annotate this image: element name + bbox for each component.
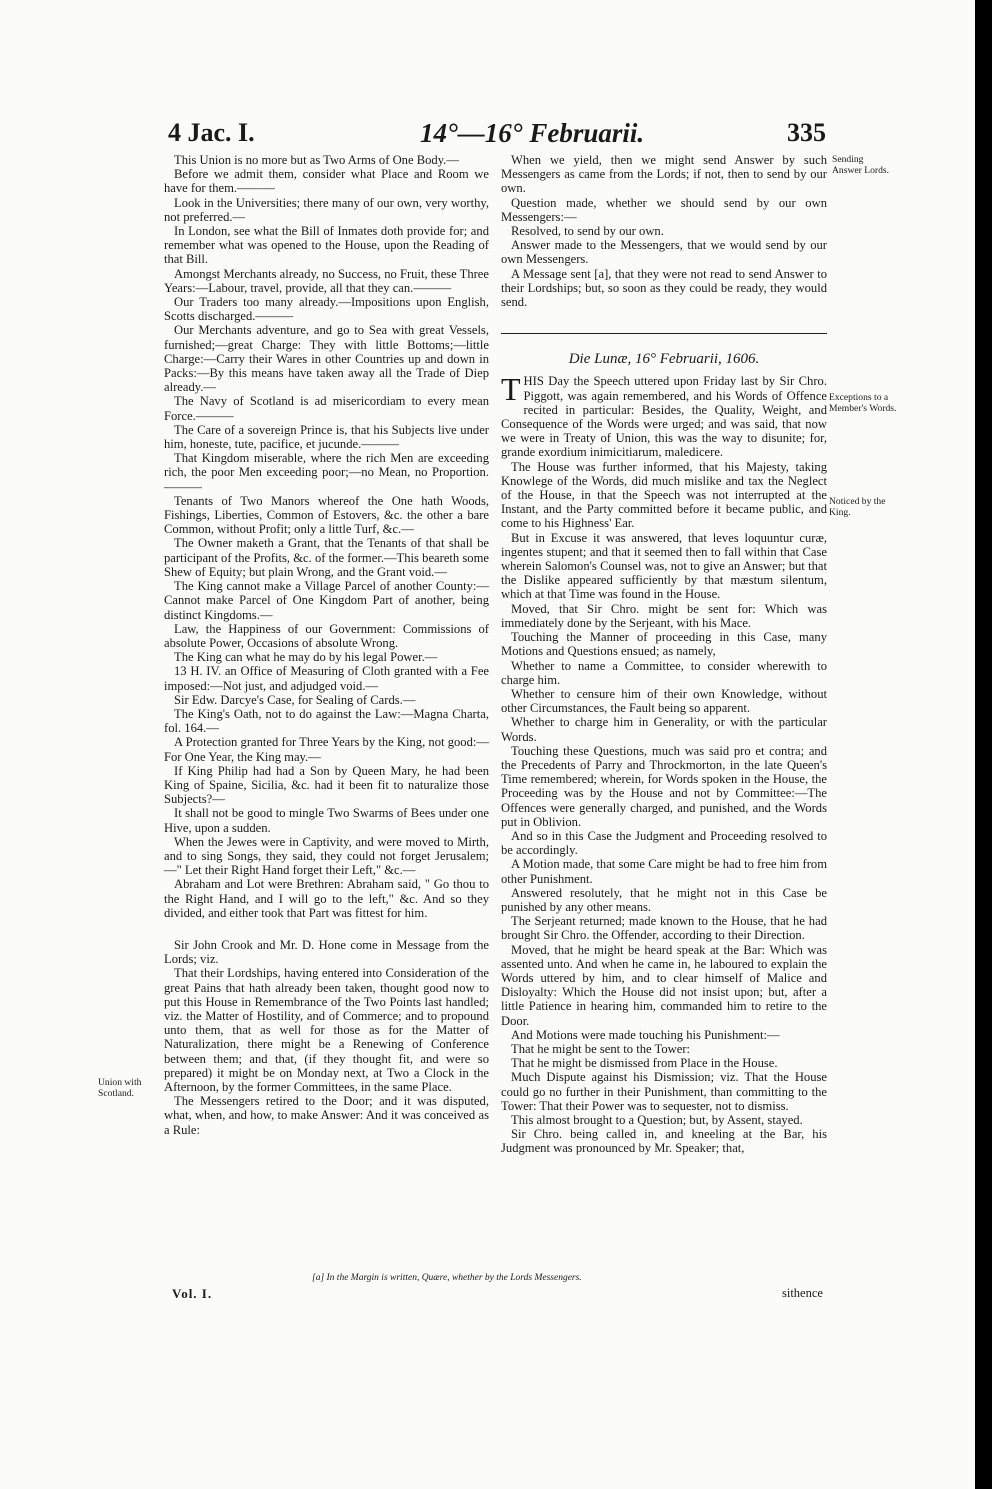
paragraph: Sir Chro. being called in, and kneeling at the Bar, his Judgment was pronounced by Mr. Speaker; that, xyxy=(501,1127,827,1156)
paragraph: That their Lordships, having entered into Consideration of the great Pains that hath already been taken, thought good now to put this House in Remembrance of the Two Points last handled; viz. the Matter of Hostility, and of Commerce; and to propound unto them, that as well for those as for the Matter of Naturalization, there might be a Renewing of Conference between them; and that, (if they thought fit, and were so prepared) it might be on Monday next, at Two a Clock in the Afternoon, by the former Committees, in the same Place. xyxy=(164,966,489,1094)
paragraph: That he might be dismissed from Place in the House. xyxy=(511,1056,778,1071)
paragraph: But in Excuse it was answered, that leves loquuntur curæ, ingentes stupent; and that it seemed then to fall within that Case wherein Salomon's Counsel was, not to give an Answer; but that the Dislike appeared sufficiently by that mæstum silentum, which at that Time was found in the House. xyxy=(501,530,827,602)
paragraph: The Owner maketh a Grant, that the Tenants of that shall be participant of the Profits, &c. of the former.—This beareth some Shew of Equity; but plain Wrong, and the Grant void.— xyxy=(164,536,489,579)
paragraph: Moved, that he might be heard speak at the Bar: Which was assented unto. And when he came in, he laboured to explain the Words uttered by him, and to clear himself of Malice and Disloyalty: Which the House did not insist upon; but, after a little Patience in hearing him, commanded him to retire to the Door. xyxy=(501,942,827,1028)
volume-signature: Vol. I. xyxy=(172,1286,213,1301)
paragraph: 13 H. IV. an Office of Measuring of Cloth granted with a Fee imposed:—Not just, and adjudged void.— xyxy=(164,664,489,693)
catchword: sithence xyxy=(782,1286,823,1300)
page-number: 335 xyxy=(787,118,826,147)
paragraph: Tenants of Two Manors whereof the One hath Woods, Fishings, Liberties, Common of Estovers, &c. the other a bare Common, without Profit; only a little Turf, &c.— xyxy=(164,493,489,537)
paragraph: The Messengers retired to the Door; and it was disputed, what, when, and how, to make Answer: And it was conceived as a Rule: xyxy=(164,1094,489,1137)
paragraph: The King can what he may do by his legal Power.— xyxy=(174,650,438,665)
paragraph: A Protection granted for Three Years by the King, not good:—For One Year, the King may.— xyxy=(164,735,489,764)
paragraph: The House was further informed, that his Majesty, taking Knowlege of the Words, did much mislike and tax the Neglect of the House, in that the Speech was not interrupted at the Instant, and the Party committed before it became public, and come to his Highness' Ear. xyxy=(501,459,827,531)
paragraph: Touching these Questions, much was said pro et contra; and the Precedents of Parry and Throckmorton, in the late Queen's Time remembered; wherein, for Words spoken in the House, the Proceeding was by the House and not by Committee:—The Offences were generally charged, and punished, and the Words put in Oblivion. xyxy=(501,743,827,829)
footnote: [a] In the Margin is written, Quære, whether by the Lords Messengers. xyxy=(312,1273,582,1283)
margin-note-noticed: Noticed by the King. xyxy=(829,496,886,518)
paragraph: The Care of a sovereign Prince is, that his Subjects live under him, honeste, tute, pacifice, et jucunde.——— xyxy=(164,422,489,452)
paragraph: Resolved, to send by our own. xyxy=(511,224,664,239)
paragraph: Whether to charge him in Generality, or with the particular Words. xyxy=(501,715,827,744)
paragraph: Answered resolutely, that he might not in this Case be punished by any other means. xyxy=(501,885,827,914)
paragraph: In London, see what the Bill of Inmates doth provide for; and remember what was opened to the House, upon the Reading of that Bill. xyxy=(164,224,489,267)
paragraph: Before we admit them, consider what Place and Room we have for them.——— xyxy=(164,167,489,196)
paragraph: That he might be sent to the Tower: xyxy=(511,1041,691,1056)
paragraph: Sir Edw. Darcye's Case, for Sealing of Cards.— xyxy=(174,692,416,707)
margin-note-exceptions: Exceptions to a Member's Words. xyxy=(829,392,897,414)
paragraph: Whether to name a Committee, to consider wherewith to charge him. xyxy=(501,658,827,687)
paragraph: When the Jewes were in Captivity, and were moved to Mirth, and to sing Songs, they said, they could not forget Jerusalem;—" Let their Right Hand forget their Left," &c.— xyxy=(164,834,489,878)
paragraph: This almost brought to a Question; but, by Assent, stayed. xyxy=(511,1113,803,1127)
paragraph-spacer xyxy=(164,920,489,938)
paragraph: Touching the Manner of proceeding in this Case, many Motions and Questions ensued; as namely, xyxy=(501,630,827,659)
left-column xyxy=(164,153,489,1137)
paragraph: And so in this Case the Judgment and Proceeding resolved to be accordingly. xyxy=(501,828,827,858)
paragraph: The Navy of Scotland is ad misericordiam to every mean Force.——— xyxy=(164,394,489,423)
running-head-dates: 14°—16° Februarii. xyxy=(420,118,645,148)
paragraph: The Serjeant returned; made known to the House, that he had brought Sir Chro. the Offender, according to their Direction. xyxy=(501,914,827,943)
right-column-bottom xyxy=(501,460,827,1156)
paragraph: Answer made to the Messengers, that we would send by our own Messengers. xyxy=(501,238,827,267)
paragraph: And Motions were made touching his Punishment:— xyxy=(511,1027,780,1042)
paragraph: The King cannot make a Village Parcel of another County:—Cannot make Parcel of One Kingdom Part of another, being distinct Kingdoms.— xyxy=(164,579,489,622)
paragraph: If King Philip had had a Son by Queen Mary, he had been King of Spaine, Sicilia, &c. had it been fit to naturalize those Subjects?— xyxy=(164,763,489,807)
paragraph: When we yield, then we might send Answer by such Messengers as came from the Lords; if not, then to send by our own. xyxy=(501,153,827,196)
margin-note-union: Union with Scotland. xyxy=(98,1077,142,1099)
paragraph: Moved, that Sir Chro. might be sent for: Which was immediately done by the Serjeant, with his Mace. xyxy=(501,601,827,630)
right-column-top xyxy=(501,153,827,309)
paragraph: Our Merchants adventure, and go to Sea with great Vessels, furnished;—great Charge: They with little Bottoms;—little Charge:—Carry their Wares in other Countries up and down in Packs:—By this means have taken away all the Trade of Diep already.— xyxy=(164,323,489,395)
paragraph: Look in the Universities; there many of our own, very worthy, not preferred.— xyxy=(164,195,489,224)
paragraph: Law, the Happiness of our Government: Commissions of absolute Power, Occasions of absolute Wrong. xyxy=(164,621,489,650)
right-column xyxy=(501,153,827,1156)
paragraph: Amongst Merchants already, no Success, no Fruit, these Three Years:—Labour, travel, provide, all that they can.——— xyxy=(164,266,489,295)
paragraph: Question made, whether we should send by our own Messengers:— xyxy=(501,195,827,224)
paragraph: The King's Oath, not to do against the Law:—Magna Charta, fol. 164.— xyxy=(164,706,489,736)
section-rule xyxy=(501,333,827,334)
paragraph: Whether to censure him of their own Knowledge, without other Circumstances, the Fault being so apparent. xyxy=(501,686,827,716)
paragraph: Much Dispute against his Dismission; viz. That the House could go no further in their Punishment, than committing to the Tower: That their Power was to sequester, not to dismiss. xyxy=(501,1070,827,1113)
drop-cap: T xyxy=(501,371,521,408)
paragraph: A Motion made, that some Care might be had to free him from other Punishment. xyxy=(501,857,827,886)
margin-note-sending: Sending Answer Lords. xyxy=(832,154,890,176)
paragraph: This Union is no more but as Two Arms of One Body.— xyxy=(174,153,459,167)
opening-paragraph-text: HIS Day the Speech uttered upon Friday last by Sir Chro. Piggott, was again remembered, and his Words of Offence recited in particular: Besides, the Quality, Weight, and Consequence of the Words were urged; and was said, that now we were in Treaty of Union, this was the way to disunite; for, grande exordium inimicitiarum, maledicere. xyxy=(501,374,827,460)
paragraph: Abraham and Lot were Brethren: Abraham said, " Go thou to the Right Hand, and I will go to the left," &c. And so they divided, and either took that Part was fittest for him. xyxy=(164,877,489,920)
running-head-regnal-year: 4 Jac. I. xyxy=(168,118,255,147)
date-heading: Die Lunæ, 16° Februarii, 1606. xyxy=(568,351,760,368)
paragraph: A Message sent [a], that they were not read to send Answer to their Lordships; but, so soon as they could be ready, they would send. xyxy=(501,266,827,310)
paragraph: Our Traders too many already.—Impositions upon English, Scotts discharged.——— xyxy=(164,295,489,324)
opening-paragraph xyxy=(501,371,827,460)
paragraph: It shall not be good to mingle Two Swarms of Bees under one Hive, upon a sudden. xyxy=(164,806,489,835)
paragraph: Sir John Crook and Mr. D. Hone come in Message from the Lords; viz. xyxy=(164,937,489,967)
paragraph: That Kingdom miserable, where the rich Men are exceeding rich, the poor Men exceeding poor;—no Mean, no Proportion.——— xyxy=(164,451,489,494)
